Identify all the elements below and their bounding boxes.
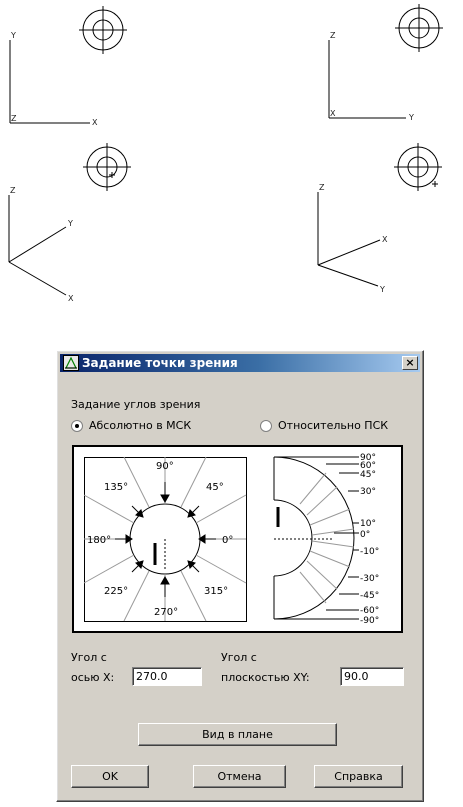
dialog-title-bar[interactable]: [60, 354, 420, 372]
elev-30-label: 30°: [360, 487, 376, 497]
plan-45-label: 45°: [206, 482, 224, 493]
ok-button[interactable]: OK: [71, 765, 149, 788]
view-1-axes: [10, 40, 90, 123]
view-3-axis-diag-up-label: Y: [68, 219, 73, 228]
angle-xy-label-line1: Угол с: [221, 651, 257, 664]
dialog-title: Задание точки зрения: [82, 356, 238, 370]
cancel-button[interactable]: Отмена: [193, 765, 286, 788]
plan-0-label: 0°: [222, 535, 234, 546]
view-3-compass-icon: [83, 143, 131, 191]
angle-xy-label-line2: плоскостью XY:: [221, 671, 310, 684]
view-4-axes: [318, 192, 380, 286]
view-2-compass-icon: [395, 4, 443, 52]
view-3-axis-up-label: Z: [10, 186, 16, 195]
view-2-axis-right-label: Y: [409, 113, 414, 122]
view-1-compass-icon: [79, 6, 127, 54]
plan-315-label: 315°: [204, 586, 229, 597]
plan-135-label: 135°: [104, 482, 129, 493]
plan-270-label: 270°: [154, 607, 179, 618]
elev-minus90-label: -90°: [360, 616, 380, 626]
app-icon: [63, 355, 79, 371]
view-1-axis-right-label: X: [92, 118, 98, 127]
view-2-axis-corner-label: X: [330, 109, 336, 118]
view-angles-group-label: Задание углов зрения: [71, 398, 201, 411]
view-3-axis-diag-down-label: X: [68, 294, 74, 303]
radio-absolute-wcs[interactable]: [71, 420, 83, 432]
view-4-axis-diag-up-label: X: [382, 235, 388, 244]
elev-minus10-label: -10°: [360, 547, 380, 557]
radio-selected-dot: [75, 424, 79, 428]
view-4-axis-up-label: Z: [319, 183, 325, 192]
elev-minus60-label: -60°: [360, 606, 380, 616]
view-3-axes: [9, 195, 66, 295]
plan-90-label: 90°: [156, 461, 174, 472]
radio-absolute-wcs-label[interactable]: Абсолютно в МСК: [89, 419, 192, 432]
view-2-axis-up-label: Z: [330, 31, 336, 40]
view-4-compass-icon: [394, 143, 442, 191]
angle-x-input[interactable]: 270.0: [132, 667, 202, 686]
elev-0-label: 0°: [360, 530, 371, 540]
angle-x-label-line2: осью X:: [71, 671, 115, 684]
angle-picker-panel: [72, 445, 403, 633]
radio-relative-ucs-label[interactable]: Относительно ПСК: [278, 419, 389, 432]
angle-x-label-line1: Угол с: [71, 651, 107, 664]
viewpoint-presets-dialog: [56, 350, 424, 802]
elev-45-label: 45°: [360, 470, 376, 480]
plan-view-button[interactable]: Вид в плане: [138, 723, 337, 746]
angle-xy-input[interactable]: 90.0: [340, 667, 404, 686]
view-1-axis-up-label: Y: [11, 31, 16, 40]
plan-225-label: 225°: [104, 586, 129, 597]
radio-relative-ucs[interactable]: [260, 420, 272, 432]
view-1-axis-corner-label: Z: [11, 114, 17, 123]
elev-60-label: 60°: [360, 461, 376, 471]
angle-picker-graphics: [74, 447, 401, 631]
elev-minus45-label: -45°: [360, 591, 380, 601]
elevation-angle-selector[interactable]: [274, 457, 359, 619]
elev-10-label: 10°: [360, 519, 376, 529]
elev-90-label: 90°: [360, 453, 376, 463]
viewpoint-illustrations: [0, 0, 463, 330]
view-2-axes: [329, 40, 406, 118]
close-button[interactable]: ×: [402, 356, 418, 370]
help-button[interactable]: Справка: [314, 765, 403, 788]
elev-minus30-label: -30°: [360, 574, 380, 584]
plan-180-label: 180°: [87, 535, 112, 546]
view-4-axis-diag-down-label: Y: [380, 285, 385, 294]
